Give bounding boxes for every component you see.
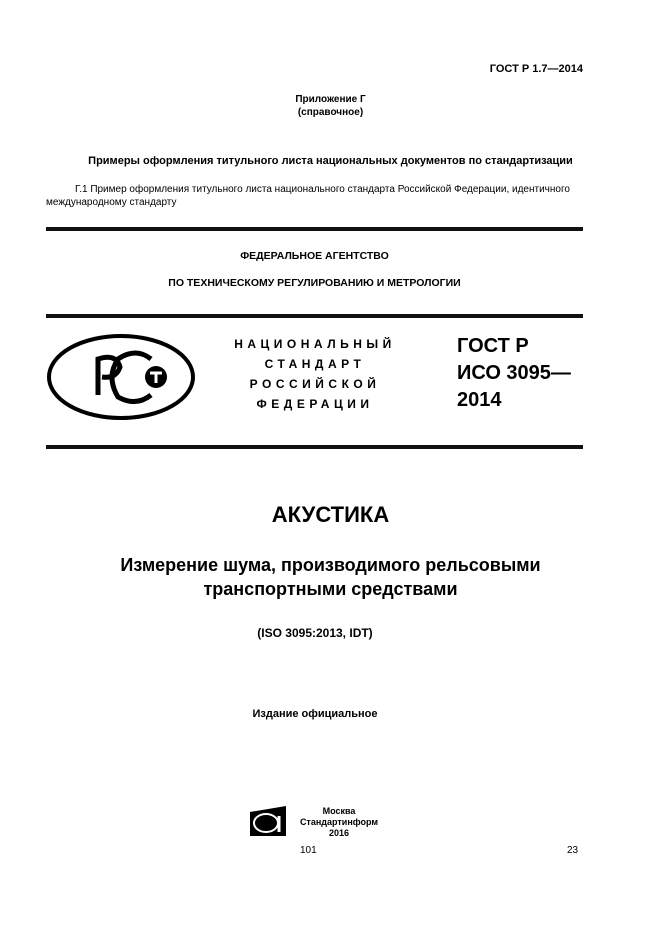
agency-line2: ПО ТЕХНИЧЕСКОМУ РЕГУЛИРОВАНИЮ И МЕТРОЛОГИИ (168, 277, 461, 289)
example-caption (46, 183, 570, 209)
section-title: Примеры оформления титульного листа национальных документов по стандартизации (88, 155, 573, 167)
publisher-block (294, 806, 384, 839)
edition-label: Издание официальное (252, 708, 378, 720)
standartinform-logo-icon (248, 804, 288, 838)
designation-line: ГОСТ Р (457, 335, 529, 357)
designation-line: ИСО 3095— (457, 362, 571, 384)
publisher-name: Стандартинформ (299, 817, 379, 827)
doc-subtitle (0, 553, 661, 601)
iso-reference: (ISO 3095:2013, IDT) (257, 626, 373, 640)
publisher-city: Москва (322, 806, 356, 816)
mid-rule (46, 314, 583, 318)
appendix-type: (справочное) (297, 107, 364, 118)
standard-type-line: ФЕДЕРАЦИИ (256, 397, 374, 411)
agency-line1: ФЕДЕРАЛЬНОЕ АГЕНТСТВО (240, 250, 389, 262)
standard-type (200, 334, 430, 414)
standard-type-line: РОССИЙСКОЙ (249, 377, 381, 391)
subtitle-line2: транспортными средствами (203, 579, 458, 599)
top-rule (46, 227, 583, 231)
doc-code: ГОСТ Р 1.7—2014 (489, 63, 583, 75)
standard-type-line: СТАНДАРТ (264, 357, 366, 371)
page-number: 23 (567, 845, 579, 856)
bottom-rule (46, 445, 583, 449)
inner-page-number: 101 (300, 845, 317, 856)
standard-type-line: НАЦИОНАЛЬНЫЙ (234, 337, 396, 351)
rst-logo-icon (46, 333, 196, 421)
publisher-year: 2016 (328, 828, 350, 838)
example-line2: международному стандарту (46, 197, 177, 208)
appendix-heading (0, 93, 661, 119)
doc-title: АКУСТИКА (271, 502, 390, 527)
subtitle-line1: Измерение шума, производимого рельсовыми (120, 555, 541, 575)
appendix-title: Приложение Г (295, 94, 366, 105)
designation (457, 333, 571, 414)
example-line1: Г.1 Пример оформления титульного листа национального стандарта Российской Федерации, идентичного (75, 184, 570, 195)
designation-line: 2014 (457, 389, 502, 411)
